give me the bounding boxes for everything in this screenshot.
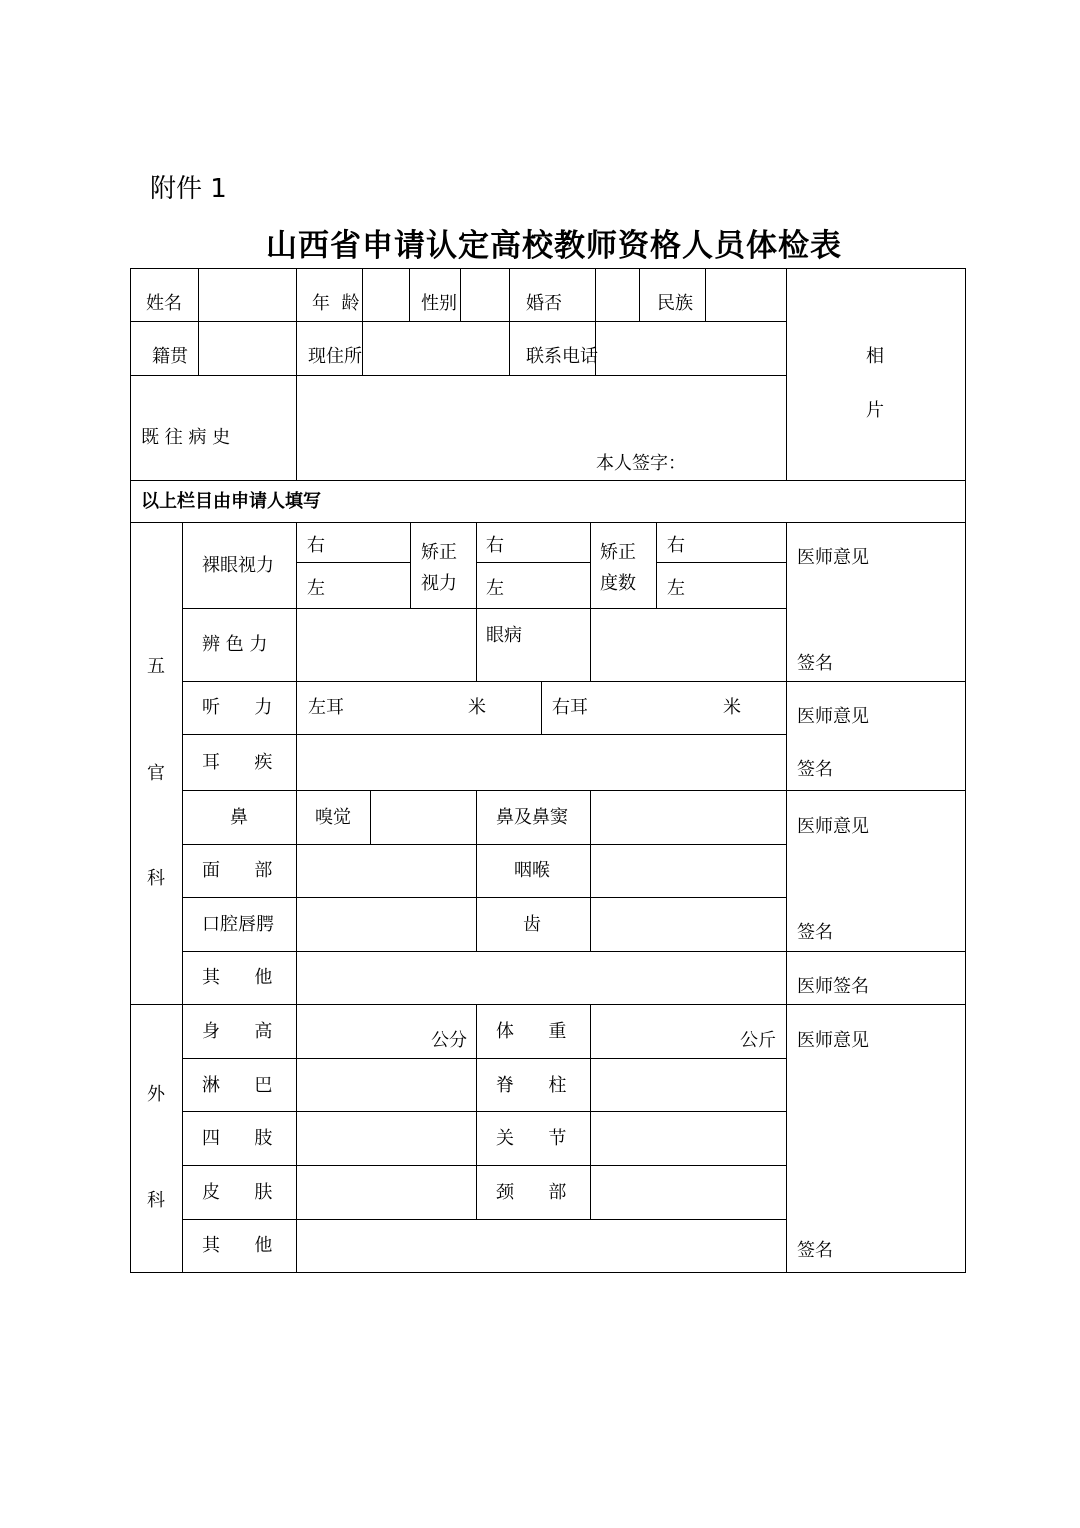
hearing-label: 听 力 [202, 697, 273, 718]
ear-disease-label: 耳 疾 [202, 752, 273, 773]
left-ear-label: 左耳 [308, 697, 344, 718]
correction-degree-label-2: 度数 [600, 573, 636, 594]
lymph-label: 淋 巴 [202, 1075, 273, 1096]
eye-sign-label: 签名 [797, 653, 833, 674]
age-label: 年 龄 [312, 293, 360, 314]
correction-degree-left: 左 [667, 578, 685, 599]
naked-vision-right: 右 [307, 535, 325, 556]
throat-label: 咽喉 [514, 860, 550, 881]
naked-vision-left: 左 [307, 578, 325, 599]
residence-label: 现住所 [308, 346, 362, 367]
corrected-vision-left: 左 [486, 578, 504, 599]
facial-other-label: 其 他 [202, 967, 273, 988]
ethnicity-label: 民族 [657, 293, 693, 314]
weight-unit: 公斤 [740, 1030, 776, 1051]
facial-section-char-3: 科 [147, 868, 165, 889]
face-label: 面 部 [202, 860, 273, 881]
right-ear-meter-unit: 米 [723, 697, 741, 718]
left-ear-meter-unit: 米 [468, 697, 486, 718]
corrected-vision-label-1: 矫正 [421, 542, 457, 563]
facial-section-char-1: 五 [147, 656, 165, 677]
phone-label: 联系电话 [526, 346, 598, 367]
surgery-sign-label: 签名 [797, 1240, 833, 1261]
form-title: 山西省申请认定高校教师资格人员体检表 [266, 228, 842, 264]
surgery-section-char-2: 科 [147, 1190, 165, 1211]
ear-sign-label: 签名 [797, 759, 833, 780]
name-label: 姓名 [146, 293, 182, 314]
eye-disease-label: 眼病 [486, 625, 522, 646]
correction-degree-label-1: 矫正 [600, 542, 636, 563]
height-label: 身 高 [202, 1021, 273, 1042]
corrected-vision-label-2: 视力 [421, 573, 457, 594]
history-label: 既 往 病 史 [141, 427, 231, 448]
attachment-label: 附件 1 [150, 174, 227, 204]
ent-doctor-opinion: 医师意见 [797, 816, 869, 837]
nose-label: 鼻 [230, 807, 248, 828]
sinus-label: 鼻及鼻窦 [496, 807, 568, 828]
facial-section-char-2: 官 [147, 763, 165, 784]
smell-label: 嗅觉 [315, 807, 351, 828]
skin-label: 皮 肤 [202, 1182, 273, 1203]
oral-label: 口腔唇腭 [202, 914, 274, 935]
photo-label-1: 相 [866, 346, 884, 367]
surgery-section-char-1: 外 [147, 1084, 165, 1105]
native-place-label: 籍贯 [152, 346, 188, 367]
joints-label: 关 节 [496, 1128, 567, 1149]
gender-label: 性别 [421, 293, 457, 314]
spine-label: 脊 柱 [496, 1075, 567, 1096]
surgery-doctor-opinion: 医师意见 [797, 1030, 869, 1051]
applicant-note: 以上栏目由申请人填写 [141, 491, 321, 512]
surgery-other-label: 其 他 [202, 1235, 273, 1256]
ear-doctor-opinion: 医师意见 [797, 706, 869, 727]
ent-sign-label: 签名 [797, 922, 833, 943]
photo-label-2: 片 [866, 400, 884, 421]
color-vision-label: 辨 色 力 [202, 634, 268, 655]
right-ear-label: 右耳 [552, 697, 588, 718]
weight-label: 体 重 [496, 1021, 567, 1042]
limbs-label: 四 肢 [202, 1128, 273, 1149]
eye-doctor-opinion: 医师意见 [797, 547, 869, 568]
marital-label: 婚否 [526, 293, 562, 314]
naked-vision-label: 裸眼视力 [202, 555, 274, 576]
teeth-label: 齿 [523, 914, 541, 935]
corrected-vision-right: 右 [486, 535, 504, 556]
neck-label: 颈 部 [496, 1182, 567, 1203]
height-unit: 公分 [431, 1030, 467, 1051]
facial-doctor-sign-label: 医师签名 [797, 976, 869, 997]
correction-degree-right: 右 [667, 535, 685, 556]
signature-label: 本人签字： [596, 453, 686, 474]
